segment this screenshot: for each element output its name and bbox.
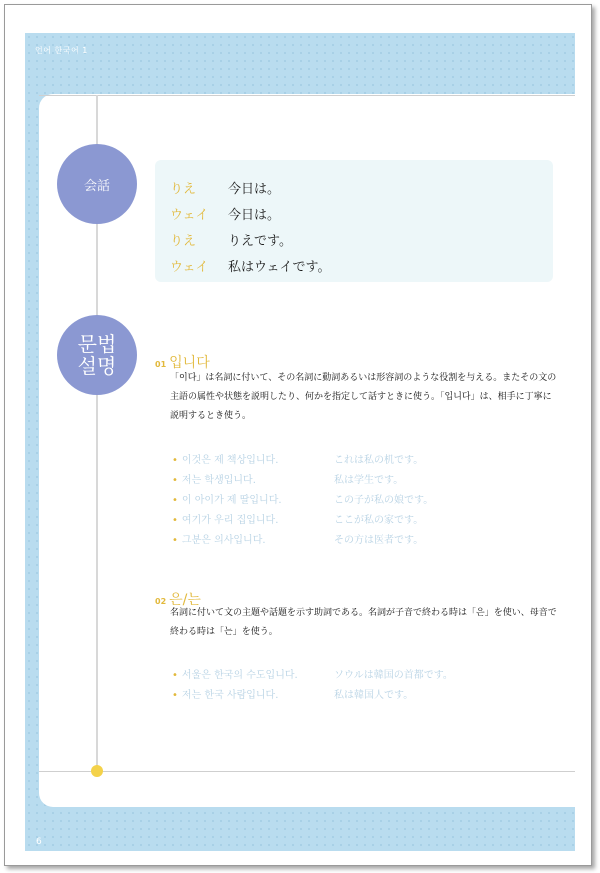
grammar-badge-line2: 설명 (77, 354, 117, 378)
section-heading: 은/는 (169, 592, 201, 608)
example-korean: • 이것은 제 책상입니다. (172, 455, 279, 466)
speaker-name: ウェイ (170, 260, 209, 275)
dialogue-text: 今日は。 (228, 208, 281, 223)
dialogue-text: 今日は。 (228, 182, 281, 197)
bullet-icon: • (172, 475, 178, 486)
bullet-icon: • (172, 515, 178, 526)
running-title: 언어 한국어 1 (35, 46, 88, 55)
grammar-badge (57, 315, 137, 395)
example-japanese: ソウルは韓国の首都です。 (334, 670, 453, 681)
section-number: 02 (155, 597, 167, 606)
timeline-dot (91, 765, 103, 777)
dialogue-line (170, 178, 280, 197)
example-korean: • 저는 학생입니다. (172, 475, 256, 486)
example-japanese: ここが私の家です。 (334, 515, 424, 526)
bullet-icon: • (172, 495, 178, 506)
example-korean: • 저는 한국 사람입니다. (172, 690, 279, 701)
example-korean: • 이 아이가 제 딸입니다. (172, 495, 282, 506)
section-heading: 입니다 (169, 355, 210, 371)
dialogue-badge (57, 144, 137, 224)
section-paragraph: 名詞に付いて文の主題や話題を示す助詞である。名詞が子音で終わる時は「은」を使い、母音で終わる時は「는」を使う。 (170, 608, 557, 637)
page-number: 6 (36, 837, 42, 847)
bullet-icon: • (172, 455, 178, 466)
example-japanese: その方は医者です。 (334, 535, 424, 546)
bullet-icon: • (172, 670, 178, 681)
dialogue-text: 私はウェイです。 (228, 260, 331, 275)
dialogue-badge-label: 会話 (83, 178, 110, 194)
dialogue-text: りえです。 (228, 234, 292, 249)
bottom-rule (39, 771, 575, 772)
speaker-name: ウェイ (170, 208, 209, 223)
example-japanese: この子が私の娘です。 (334, 495, 434, 506)
top-rule (39, 95, 575, 96)
dialogue-line (170, 204, 280, 223)
grammar-badge-line1: 문법 (77, 332, 117, 356)
example-japanese: 私は学生です。 (334, 475, 404, 486)
bullet-icon: • (172, 535, 178, 546)
example-korean: • 그분은 의사입니다. (172, 535, 266, 546)
section-number: 01 (155, 360, 167, 369)
speaker-name: りえ (170, 234, 197, 249)
section-paragraph: 「이다」は名詞に付いて、その名詞に動詞あるいは形容詞のような役割を与える。またその文の主語の属性や状態を説明したり、何かを指定して話すときに使う。「입니다」は、相手に丁寧に説明するとき使う。 (170, 373, 557, 421)
example-korean: • 여기가 우리 집입니다. (172, 515, 279, 526)
example-korean: • 서울은 한국의 수도입니다. (172, 670, 298, 681)
example-japanese: 私は韓国人です。 (334, 690, 414, 701)
dialogue-line (170, 256, 330, 275)
speaker-name: りえ (170, 182, 197, 197)
bullet-icon: • (172, 690, 178, 701)
dialogue-line (170, 230, 292, 249)
example-japanese: これは私の机です。 (334, 455, 424, 466)
